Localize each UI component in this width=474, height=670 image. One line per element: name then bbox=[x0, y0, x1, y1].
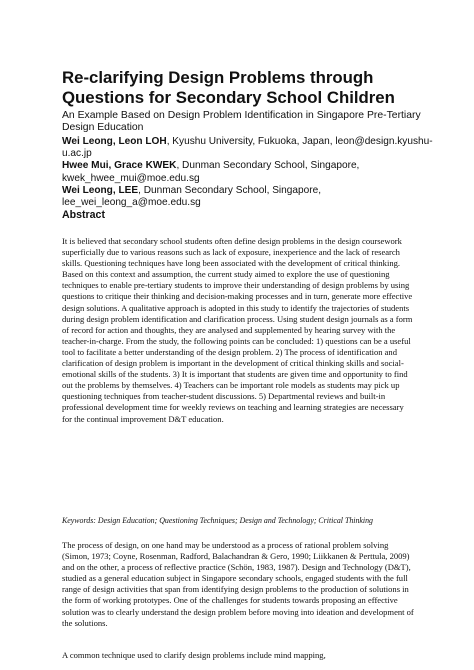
paper-subtitle: An Example Based on Design Problem Identification in Singapore Pre-Tertiary Design Education bbox=[62, 110, 421, 134]
author-line bbox=[62, 185, 434, 197]
author-affiliation: , Kyushu University, Fukuoka, Japan, leon@design.kyushu- bbox=[166, 136, 433, 147]
author-line bbox=[62, 160, 434, 172]
paper-title: Re-clarifying Design Problems through Questions for Secondary School Children bbox=[62, 68, 395, 107]
author-name: Hwee Mui, Grace KWEK bbox=[62, 160, 177, 172]
abstract-text: It is believed that secondary school students often define design problems in the design coursework superficially due to various reasons such as lack of exposure, inexperience and the lack of research skills. Questioning techniques have long been associated with the development of critical thinking. Based on this context and assumption, the current study aimed to explore the use of questioning techniques to enable pre-tertiary students to improve their understanding of design problems by using questions to critique their thinking and decision-making processes and in turn, generate more effective design solutions. A qualitative approach is adopted in this study to identify the trajectories of students during design problem identification and clarification process. Using student design journals as a form of record for action and thoughts, they are analysed and supplemented by hearing survey with the teacher-in-charge. From the study, the following points can be concluded: 1) questions can be a useful tool to facilitate a better understanding of the design problem. 2) The process of identification and clarification of design problem is important in the development of critical thinking skills and social-emotional skills of the students. 3) It is important that students are given time and opportunity to find out the problems by themselves. 4) Teachers can be important role models as students may pick up questioning techniques from teacher-student discussions. 5) Departmental reviews and built-in professional development time for weekly reviews on teaching and learning strategies are necessary for the continual improvement D&T education. bbox=[62, 236, 413, 424]
keywords: Keywords: Design Education; Questioning Techniques; Design and Technology; Critical Thinking bbox=[62, 516, 373, 525]
author-affiliation: , Dunman Secondary School, Singapore, bbox=[138, 184, 322, 196]
author-affiliation: , Dunman Secondary School, Singapore, bbox=[176, 160, 360, 172]
author-email: kwek_hwee_mui@moe.edu.sg bbox=[62, 172, 200, 184]
body-paragraph: A common technique used to clarify design problems include mind mapping, bbox=[62, 650, 326, 660]
author-email: u.ac.jp bbox=[62, 148, 92, 160]
author-name: Wei Leong, LEE bbox=[62, 184, 139, 196]
author-email: lee_wei_leong_a@moe.edu.sg bbox=[62, 197, 201, 209]
author-line bbox=[62, 136, 434, 148]
abstract-heading: Abstract bbox=[62, 209, 105, 221]
body-paragraph: The process of design, on one hand may be understood as a process of rational problem solving (Simon, 1973; Coyne, Rosenman, Radford, Balachandran & Gero, 1990; Liikkanen & Perttula, 2009) and on the other, a process of reflective practice (Schön, 1983, 1987). Design and Technology (D&T), studied as a general education subject in Singapore secondary schools, engaged students with the full range of design activities that span from identifying design problems to the production of solutions in the form of working prototypes. One of the challenges for students towards proposing an effective solution was to clearly understand the design problem before moving into ideation and development of the solutions. bbox=[62, 540, 414, 628]
author-name: Wei Leong, Leon LOH bbox=[62, 136, 167, 147]
author-block bbox=[62, 136, 434, 209]
